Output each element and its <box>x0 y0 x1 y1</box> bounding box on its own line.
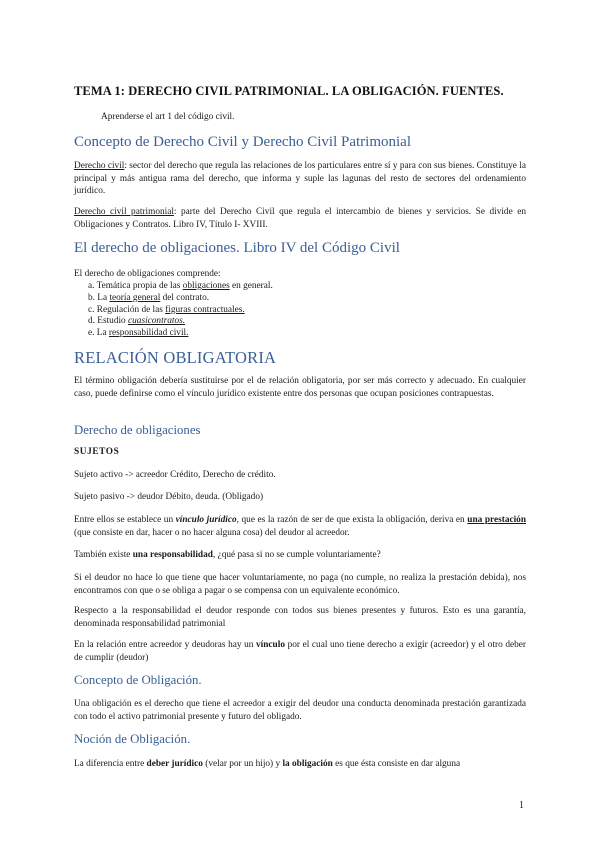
term: Derecho civil <box>74 161 125 171</box>
section-heading-concepto: Concepto de Derecho Civil y Derecho Civil Patrimonial <box>74 134 412 150</box>
vinculo-paragraph: Entre ellos se establece un vínculo jurídico, que es la razón de ser de que exista la obligación, deriva en una prestación (que consiste en dar, hacer o no hacer alguna cosa) del deudor al acreedor. <box>74 515 526 538</box>
def-derecho-civil-patrimonial <box>74 206 526 231</box>
sujeto-activo: Sujeto activo -> acreedor Crédito, Derecho de crédito. <box>74 470 276 480</box>
section-heading-relacion: RELACIÓN OBLIGATORIA <box>74 348 277 367</box>
nocion-paragraph: La diferencia entre deber jurídico (velar por un hijo) y la obligación es que ésta consiste en dar alguna <box>74 759 461 769</box>
list-intro: El derecho de obligaciones comprende: <box>74 269 221 279</box>
list-item: a. Temática propia de las obligaciones en general. <box>88 281 273 291</box>
def-derecho-civil <box>74 160 526 198</box>
topics-list <box>88 281 273 340</box>
note: Aprenderse el art 1 del código civil. <box>101 112 235 122</box>
list-item: d. Estudio cuasicontratos. <box>88 316 186 327</box>
list-item: b. La teoría general del contrato. <box>88 292 210 303</box>
sujeto-pasivo: Sujeto pasivo -> deudor Débito, deuda. (Obligado) <box>74 492 264 502</box>
incumplimiento-paragraph: Si el deudor no hace lo que tiene que hacer voluntariamente, no paga (no cumple, no realiza la prestación debida), nos encontramos con que o se obliga a pagar o se compensa con un equivalente económico. <box>74 573 526 596</box>
concepto-obligacion-paragraph: Una obligación es el derecho que tiene el acreedor a exigir del deudor una conducta denominada prestación garantizada con todo el activo patrimonial presente y futuro del obligado. <box>74 699 526 722</box>
sujetos-heading: SUJETOS <box>74 447 120 457</box>
garantia-paragraph: Respecto a la responsabilidad el deudor responde con todos sus bienes presentes y futuros. Esto es una garantía, denominada responsabilidad patrimonial <box>74 606 526 629</box>
page-number: 1 <box>519 800 524 811</box>
relacion-paragraph: El término obligación debería sustituirse por el de relación obligatoria, por ser más correcto y adecuado. En cualquier caso, puede definirse como el vínculo jurídico existente entre dos personas que ocupan posiciones contrapuestas. <box>74 376 526 399</box>
responsabilidad-paragraph: También existe una responsabilidad, ¿qué pasa si no se cumple voluntariamente? <box>74 550 381 560</box>
list-item: c. Regulación de las figuras contractuales. <box>88 304 245 315</box>
section-heading-obligaciones-libro: El derecho de obligaciones. Libro IV del Código Civil <box>74 240 400 256</box>
list-item: e. La responsabilidad civil. <box>88 328 189 339</box>
section-heading-derecho-obligaciones: Derecho de obligaciones <box>74 423 201 437</box>
definition: : parte del Derecho Civil que regula el intercambio de bienes y servicios. Se divide en Obligaciones y Contratos. Libro IV, Título I- XVIII. <box>74 207 526 230</box>
term: Derecho civil patrimonial <box>74 207 174 217</box>
section-heading-concepto-obligacion: Concepto de Obligación. <box>74 673 202 687</box>
vinculo-relacion-paragraph: En la relación entre acreedor y deudoras hay un vínculo por el cual uno tiene derecho a exigir (acreedor) y el otro deber de cumplir (deudor) <box>74 640 526 663</box>
definition: : sector del derecho que regula las relaciones de los particulares entre sí y para con sus bienes. Constituye la principal y más antigua rama del derecho, que informa y suple las lagunas del resto de sectores del ordenamiento jurídico. <box>74 161 526 197</box>
page-title: TEMA 1: DERECHO CIVIL PATRIMONIAL. LA OBLIGACIÓN. FUENTES. <box>74 84 504 98</box>
section-heading-nocion-obligacion: Noción de Obligación. <box>74 732 191 746</box>
